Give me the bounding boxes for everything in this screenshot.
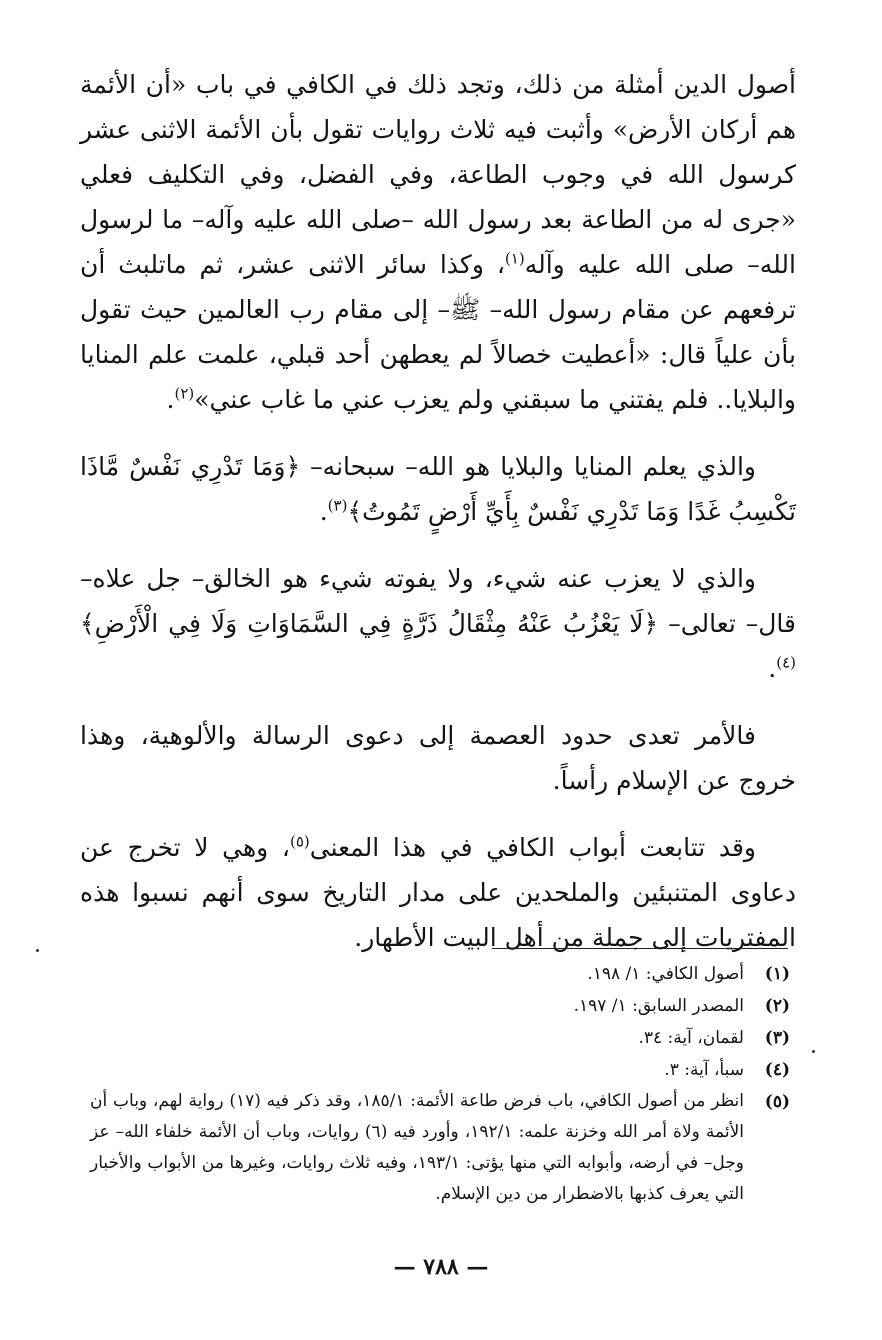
paragraph-text: أصول الدين أمثلة من ذلك، وتجد ذلك في الكافي في باب «أن الأئمة هم أركان الأرض» وأثبت فيه ثلاث روايات تقول بأن الأئمة الاثنى عشر كرسول الله في وجوب الطاعة، وفي الفضل، وفي التكليف فعلي «جرى له من الطاعة بعد رسول الله –صلى الله عليه وآله– ما لرسول الله– صلى الله عليه وآله (80, 70, 796, 279)
paragraph-4 (80, 713, 796, 803)
footnote-2 (90, 990, 790, 1022)
footnote-number: (١) (764, 964, 790, 984)
paragraph-end: . (166, 385, 175, 414)
footnote-5 (90, 1086, 790, 1210)
main-text (80, 62, 796, 982)
footnote-number: (٤) (764, 1060, 790, 1080)
paragraph-text: فالأمر تعدى حدود العصمة إلى دعوى الرسالة والألوهية، وهذا خروج عن الإسلام رأساً. (80, 721, 796, 795)
footnote-ref-5: (٥) (289, 832, 310, 851)
footnote-number: (٥) (764, 1092, 790, 1112)
paragraph-end: . (319, 497, 328, 526)
quran-verse: ﴿وَمَا تَدْرِي نَفْسٌ مَّاذَا تَكْسِبُ غَدًا وَمَا تَدْرِي نَفْسٌ بِأَيِّ أَرْضٍ تَمُوتُ﴾ (80, 452, 796, 526)
paragraph-5 (80, 825, 796, 960)
paragraph-2 (80, 444, 796, 534)
paragraph-text: ، وهي لا تخرج عن دعاوى المتنبئين والملحدين على مدار التاريخ سوى أنهم نسبوا هذه المفتريات إلى جملة من أهل البيت الأطهار. (80, 833, 796, 952)
paragraph-1 (80, 62, 796, 422)
footnote-ref-3: (٣) (327, 496, 348, 515)
footnote-text: انظر من أصول الكافي، باب فرض طاعة الأئمة: ١٨٥/١، وقد ذكر فيه (١٧) رواية لهم، وباب أن الأئمة ولاة أمر الله وخزنة علمه: ١٩٢/١، وأورد فيه (٦) روايات، وباب أن الأئمة خلفاء الله– عز وجل– في أرضه، وأبوابه التي منها يؤتى: ١٩٣/١، وفيه ثلاث روايات، وغيرها من الأبواب والأخبار التي يعرف كذبها بالاضطرار من دين الإسلام. (90, 1091, 744, 1204)
paragraph-end: . (768, 654, 777, 683)
footnote-ref-4: (٤) (776, 653, 796, 672)
footnote-number: (٢) (764, 996, 790, 1016)
footnotes (90, 958, 790, 1210)
footnote-ref-2: (٢) (174, 384, 195, 403)
footnote-number: (٣) (764, 1028, 790, 1048)
scan-speck (36, 949, 39, 952)
footnote-text: المصدر السابق: ١/ ١٩٧. (573, 996, 744, 1016)
footnote-4 (90, 1054, 790, 1086)
footnote-text: سبأ، آية: ٣. (664, 1060, 744, 1080)
paragraph-text: والذي يعلم المنايا والبلايا هو الله– سبحانه– (300, 452, 756, 481)
paragraph-text: وقد تتابعت أبواب الكافي في هذا المعنى (309, 833, 756, 862)
scan-speck (812, 1050, 815, 1053)
paragraph-text: ، وكذا سائر الاثنى عشر، ثم ماتلبث أن ترفعهم عن مقام رسول الله– ﷺ– إلى مقام رب العالمين حيث تقول بأن علياً قال: «أعطيت خصالاً لم يعطهن أحد قبلي، علمت علم المنايا والبلايا.. فلم يفتني ما سبقني ولم يعزب عني ما غاب عني» (80, 250, 796, 414)
footnote-ref-1: (١) (504, 249, 525, 268)
paragraph-3 (80, 556, 796, 691)
paragraph-text: والذي لا يعزب عنه شيء، ولا يفوته شيء هو الخالق– جل علاه– قال– تعالى– (80, 564, 796, 638)
footnote-text: أصول الكافي: ١/ ١٩٨. (587, 964, 744, 984)
footnote-text: لقمان، آية: ٣٤. (638, 1028, 744, 1048)
footnote-3 (90, 1022, 790, 1054)
page-number: — ٧٨٨ — (393, 1254, 489, 1280)
footnote-1 (90, 958, 790, 990)
footnote-separator (492, 948, 788, 949)
quran-verse: ﴿لَا يَعْزُبُ عَنْهُ مِثْقَالُ ذَرَّةٍ فِي السَّمَاوَاتِ وَلَا فِي الْأَرْضِ﴾ (80, 609, 659, 638)
